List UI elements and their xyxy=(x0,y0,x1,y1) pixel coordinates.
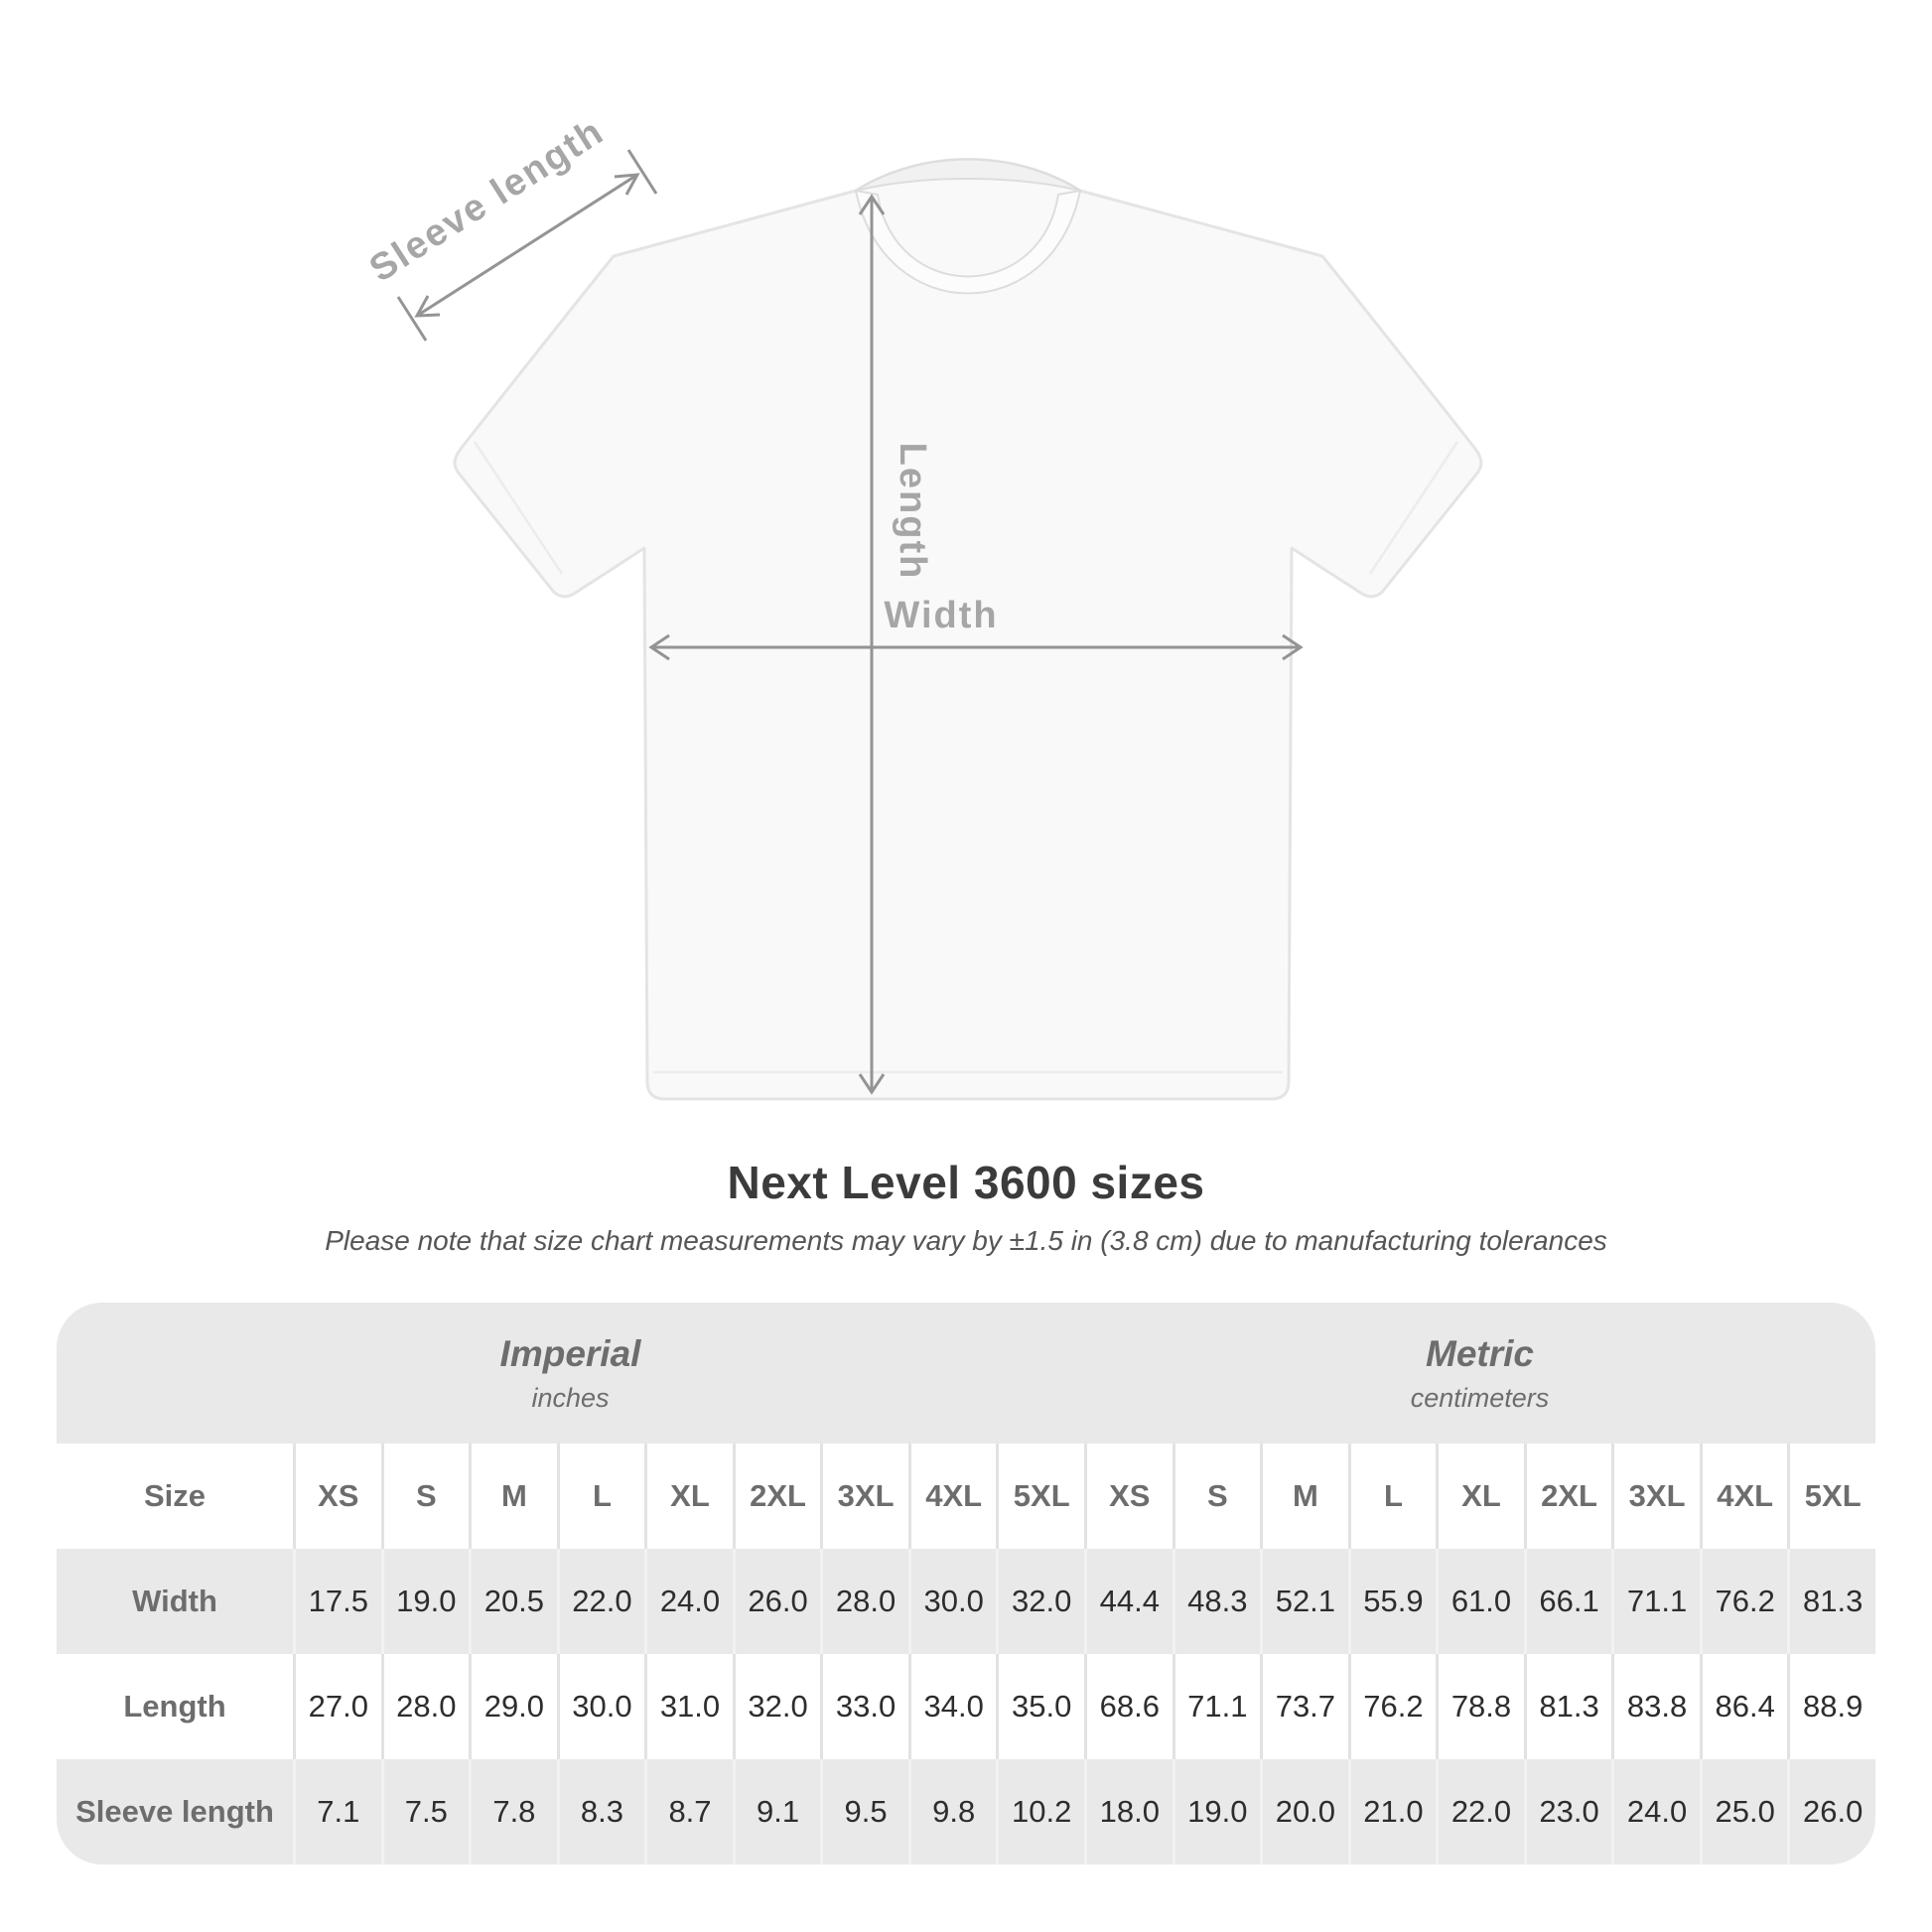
size-header-metric-3xl: 3XL xyxy=(1611,1444,1700,1549)
table-cell: 71.1 xyxy=(1611,1549,1700,1654)
table-cell: 81.3 xyxy=(1524,1654,1612,1759)
tolerance-note: Please note that size chart measurements may vary by ±1.5 in (3.8 cm) due to manufacturing tolerances xyxy=(325,1225,1607,1256)
table-cell: 28.0 xyxy=(381,1654,470,1759)
size-header-metric-xs: XS xyxy=(1084,1444,1173,1549)
row-label-length: Length xyxy=(57,1654,293,1759)
table-cell: 9.8 xyxy=(908,1759,997,1864)
table-cell: 9.1 xyxy=(733,1759,821,1864)
table-cell: 21.0 xyxy=(1348,1759,1437,1864)
table-cell: 28.0 xyxy=(820,1549,908,1654)
imperial-unit: inches xyxy=(531,1382,610,1413)
table-cell: 30.0 xyxy=(908,1549,997,1654)
table-cell: 81.3 xyxy=(1787,1549,1875,1654)
table-cell: 26.0 xyxy=(1787,1759,1875,1864)
imperial-header xyxy=(57,1303,1084,1444)
row-label-width: Width xyxy=(57,1549,293,1654)
table-cell: 19.0 xyxy=(1173,1759,1261,1864)
table-cell: 88.9 xyxy=(1787,1654,1875,1759)
table-cell: 76.2 xyxy=(1700,1549,1788,1654)
table-cell: 26.0 xyxy=(733,1549,821,1654)
size-header-imperial-xl: XL xyxy=(644,1444,733,1549)
table-cell: 23.0 xyxy=(1524,1759,1612,1864)
table-cell: 22.0 xyxy=(1436,1759,1524,1864)
row-label-sleeve-length: Sleeve length xyxy=(57,1759,293,1864)
size-header-metric-4xl: 4XL xyxy=(1700,1444,1788,1549)
size-header-imperial-xs: XS xyxy=(293,1444,381,1549)
table-cell: 78.8 xyxy=(1436,1654,1524,1759)
table-cell: 7.8 xyxy=(469,1759,557,1864)
table-cell: 22.0 xyxy=(557,1549,645,1654)
size-header-metric-m: M xyxy=(1260,1444,1348,1549)
table-cell: 76.2 xyxy=(1348,1654,1437,1759)
table-cell: 71.1 xyxy=(1173,1654,1261,1759)
table-cell: 32.0 xyxy=(996,1549,1084,1654)
table-cell: 24.0 xyxy=(644,1549,733,1654)
metric-header xyxy=(1084,1303,1875,1444)
table-cell: 24.0 xyxy=(1611,1759,1700,1864)
size-column-header: Size xyxy=(57,1444,293,1549)
table-cell: 31.0 xyxy=(644,1654,733,1759)
size-header-imperial-m: M xyxy=(469,1444,557,1549)
size-header-metric-l: L xyxy=(1348,1444,1437,1549)
table-cell: 7.1 xyxy=(293,1759,381,1864)
table-cell: 73.7 xyxy=(1260,1654,1348,1759)
table-cell: 33.0 xyxy=(820,1654,908,1759)
table-cell: 8.7 xyxy=(644,1759,733,1864)
table-cell: 19.0 xyxy=(381,1549,470,1654)
size-header-imperial-5xl: 5XL xyxy=(996,1444,1084,1549)
imperial-name: Imperial xyxy=(499,1332,641,1374)
length-label: Length xyxy=(892,442,933,581)
size-header-metric-xl: XL xyxy=(1436,1444,1524,1549)
table-cell: 20.5 xyxy=(469,1549,557,1654)
table-cell: 61.0 xyxy=(1436,1549,1524,1654)
table-cell: 68.6 xyxy=(1084,1654,1173,1759)
table-cell: 20.0 xyxy=(1260,1759,1348,1864)
size-header-imperial-3xl: 3XL xyxy=(820,1444,908,1549)
table-cell: 17.5 xyxy=(293,1549,381,1654)
table-cell: 55.9 xyxy=(1348,1549,1437,1654)
table-cell: 7.5 xyxy=(381,1759,470,1864)
metric-name: Metric xyxy=(1426,1332,1534,1374)
size-header-imperial-4xl: 4XL xyxy=(908,1444,997,1549)
table-cell: 83.8 xyxy=(1611,1654,1700,1759)
size-header-imperial-2xl: 2XL xyxy=(733,1444,821,1549)
table-cell: 32.0 xyxy=(733,1654,821,1759)
table-cell: 44.4 xyxy=(1084,1549,1173,1654)
table-cell: 30.0 xyxy=(557,1654,645,1759)
size-table xyxy=(57,1303,1875,1864)
size-header-metric-2xl: 2XL xyxy=(1524,1444,1612,1549)
size-header-metric-5xl: 5XL xyxy=(1787,1444,1875,1549)
size-header-imperial-l: L xyxy=(557,1444,645,1549)
table-cell: 10.2 xyxy=(996,1759,1084,1864)
table-cell: 66.1 xyxy=(1524,1549,1612,1654)
width-label: Width xyxy=(884,595,999,636)
table-cell: 29.0 xyxy=(469,1654,557,1759)
size-header-imperial-s: S xyxy=(381,1444,470,1549)
table-cell: 8.3 xyxy=(557,1759,645,1864)
table-cell: 25.0 xyxy=(1700,1759,1788,1864)
page-title: Next Level 3600 sizes xyxy=(727,1157,1205,1208)
sleeve-length-label: Sleeve length xyxy=(362,110,612,291)
table-cell: 86.4 xyxy=(1700,1654,1788,1759)
metric-unit: centimeters xyxy=(1410,1382,1550,1413)
size-header-metric-s: S xyxy=(1173,1444,1261,1549)
table-cell: 35.0 xyxy=(996,1654,1084,1759)
table-cell: 48.3 xyxy=(1173,1549,1261,1654)
table-cell: 52.1 xyxy=(1260,1549,1348,1654)
table-cell: 34.0 xyxy=(908,1654,997,1759)
table-cell: 27.0 xyxy=(293,1654,381,1759)
table-cell: 9.5 xyxy=(820,1759,908,1864)
table-cell: 18.0 xyxy=(1084,1759,1173,1864)
